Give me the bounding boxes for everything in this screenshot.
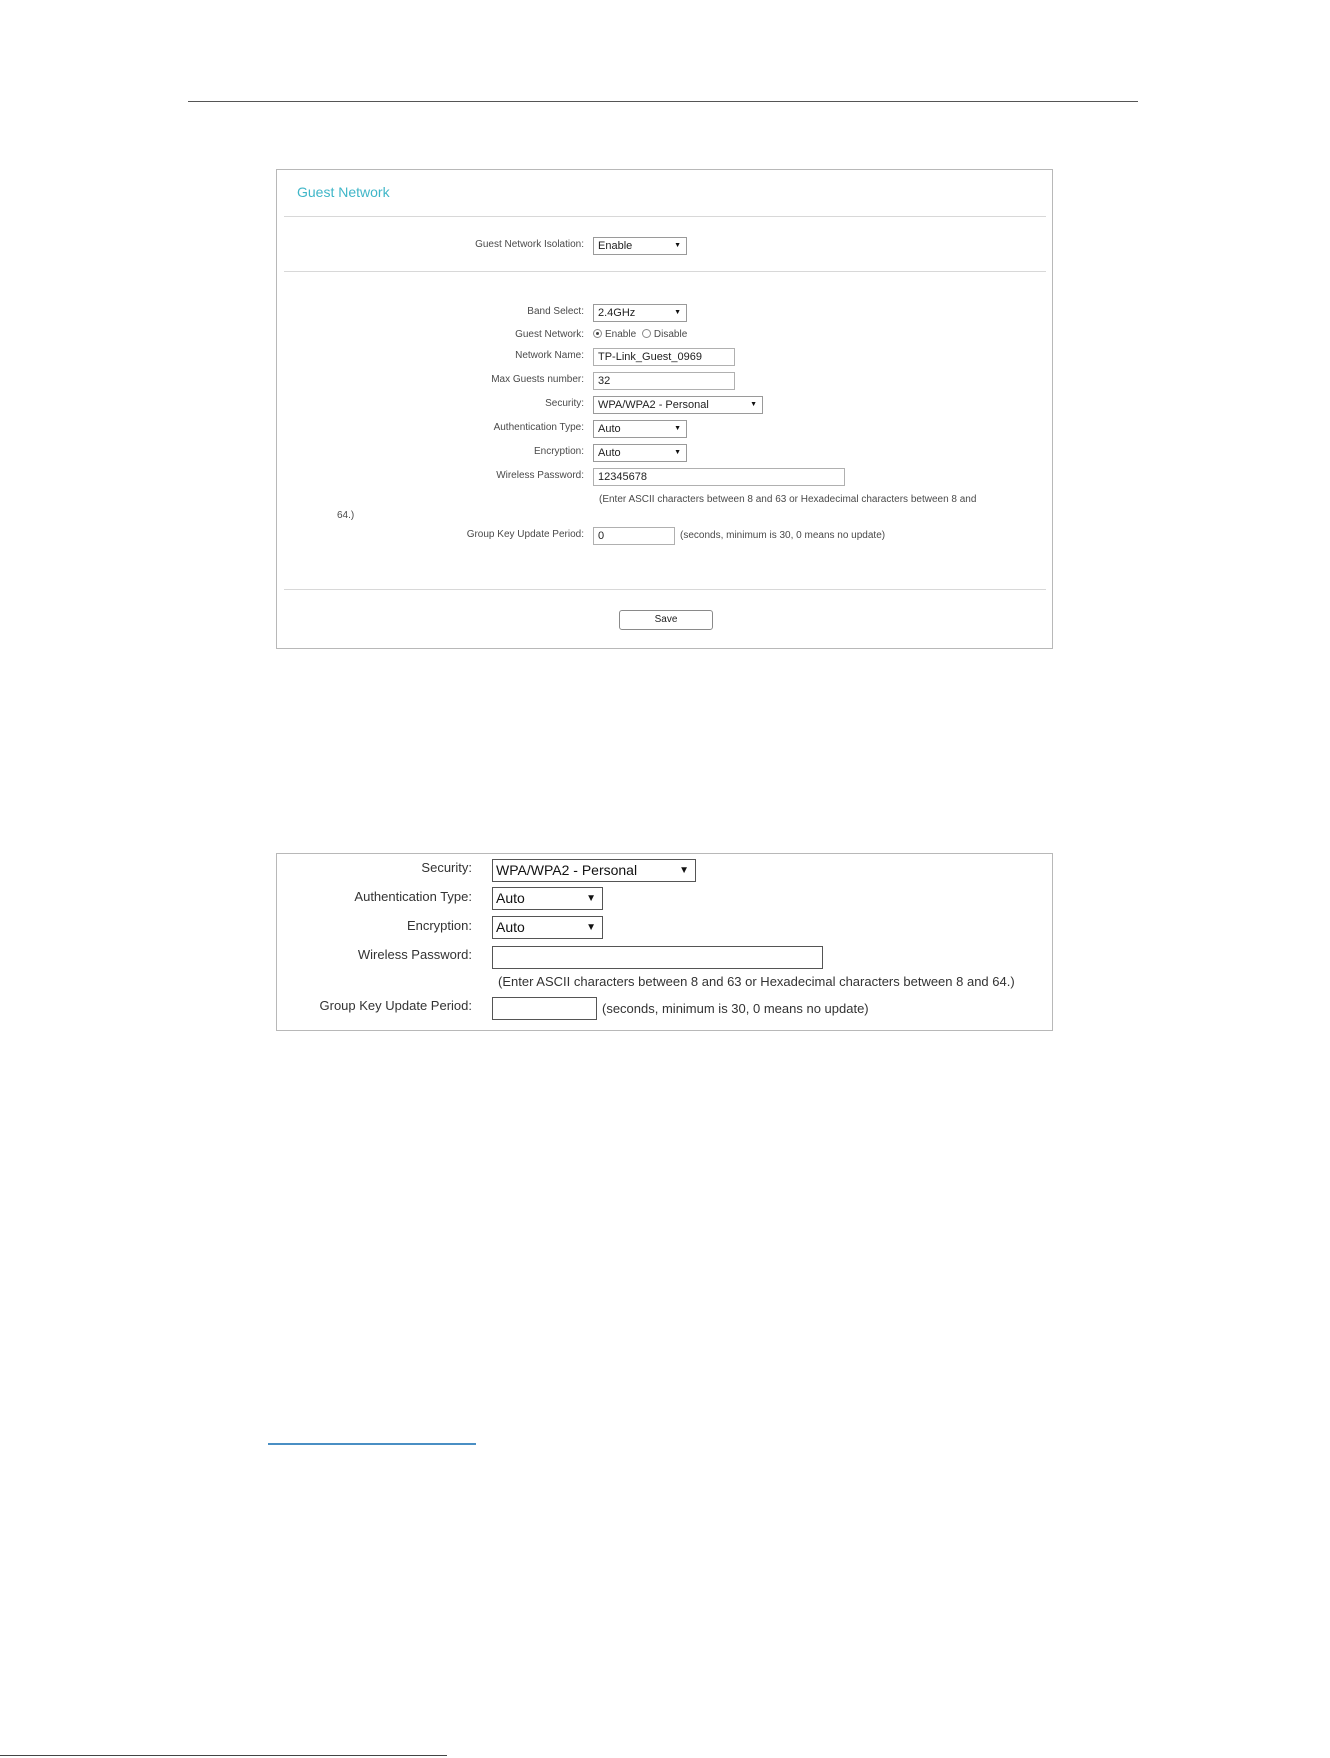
group-key-label: Group Key Update Period: xyxy=(319,998,472,1013)
guest-network-radio-group xyxy=(593,329,687,340)
divider xyxy=(284,216,1046,217)
max-guests-input[interactable]: 32 xyxy=(593,372,735,390)
wireless-password-label: Wireless Password: xyxy=(357,947,472,962)
password-hint: (Enter ASCII characters between 8 and 63 or Hexadecimal characters between 8 and 64.) xyxy=(498,974,1015,989)
security-select[interactable] xyxy=(492,859,696,882)
security-label: Security: xyxy=(545,398,584,409)
save-button[interactable]: Save xyxy=(619,610,713,630)
wireless-password-input[interactable]: 12345678 xyxy=(593,468,845,486)
wireless-password-label: Wireless Password: xyxy=(496,470,584,481)
band-select-label: Band Select: xyxy=(527,306,584,317)
radio-disable[interactable] xyxy=(642,329,651,338)
group-key-hint: (seconds, minimum is 30, 0 means no update) xyxy=(602,1001,869,1016)
encryption-label: Encryption: xyxy=(533,446,584,457)
chevron-down-icon: ▼ xyxy=(674,242,681,249)
page-bottom-rule xyxy=(0,1755,447,1756)
divider xyxy=(284,271,1046,272)
security-select-value: WPA/WPA2 - Personal xyxy=(598,399,709,411)
isolation-label: Guest Network Isolation: xyxy=(475,239,584,250)
guest-network-label: Guest Network: xyxy=(515,329,584,340)
page-header-rule xyxy=(188,101,1138,102)
password-hint: (Enter ASCII characters between 8 and 63 or Hexadecimal characters between 8 and xyxy=(599,494,977,505)
network-name-input[interactable]: TP-Link_Guest_0969 xyxy=(593,348,735,366)
chevron-down-icon: ▼ xyxy=(679,865,689,876)
auth-type-select-value: Auto xyxy=(496,890,525,906)
radio-enable-label: Enable xyxy=(605,329,637,340)
encryption-select[interactable] xyxy=(492,916,603,939)
footnote-rule xyxy=(268,1443,476,1445)
security-select[interactable] xyxy=(593,396,763,414)
radio-enable[interactable] xyxy=(593,329,602,338)
encryption-select-value: Auto xyxy=(598,447,621,459)
security-label: Security: xyxy=(421,860,472,875)
chevron-down-icon: ▼ xyxy=(750,401,757,408)
guest-network-panel xyxy=(276,169,1053,649)
auth-type-select[interactable] xyxy=(492,887,603,910)
group-key-input[interactable]: 0 xyxy=(593,527,675,545)
max-guests-label: Max Guests number: xyxy=(491,374,584,385)
security-select-value: WPA/WPA2 - Personal xyxy=(496,862,638,878)
isolation-select-value: Enable xyxy=(598,240,633,252)
chevron-down-icon: ▼ xyxy=(674,449,681,456)
password-hint-continued: 64.) xyxy=(337,510,355,521)
band-select-value: 2.4GHz xyxy=(598,307,636,319)
chevron-down-icon: ▼ xyxy=(674,309,681,316)
group-key-input[interactable] xyxy=(492,997,597,1020)
chevron-down-icon: ▼ xyxy=(674,425,681,432)
isolation-select[interactable] xyxy=(593,237,687,255)
chevron-down-icon: ▼ xyxy=(586,893,596,904)
security-settings-panel xyxy=(276,853,1053,1031)
auth-type-label: Authentication Type: xyxy=(493,422,584,433)
wireless-password-input[interactable] xyxy=(492,946,823,969)
encryption-select-value: Auto xyxy=(496,919,525,935)
network-name-label: Network Name: xyxy=(515,350,584,361)
band-select[interactable] xyxy=(593,304,687,322)
panel-title: Guest Network xyxy=(297,184,390,200)
auth-type-label: Authentication Type: xyxy=(354,889,472,904)
chevron-down-icon: ▼ xyxy=(586,922,596,933)
auth-type-select-value: Auto xyxy=(598,423,621,435)
encryption-label: Encryption: xyxy=(406,918,472,933)
auth-type-select[interactable] xyxy=(593,420,687,438)
radio-disable-label: Disable xyxy=(653,329,688,340)
encryption-select[interactable] xyxy=(593,444,687,462)
group-key-label: Group Key Update Period: xyxy=(466,529,584,540)
group-key-hint: (seconds, minimum is 30, 0 means no update) xyxy=(680,530,886,541)
divider xyxy=(284,589,1046,590)
